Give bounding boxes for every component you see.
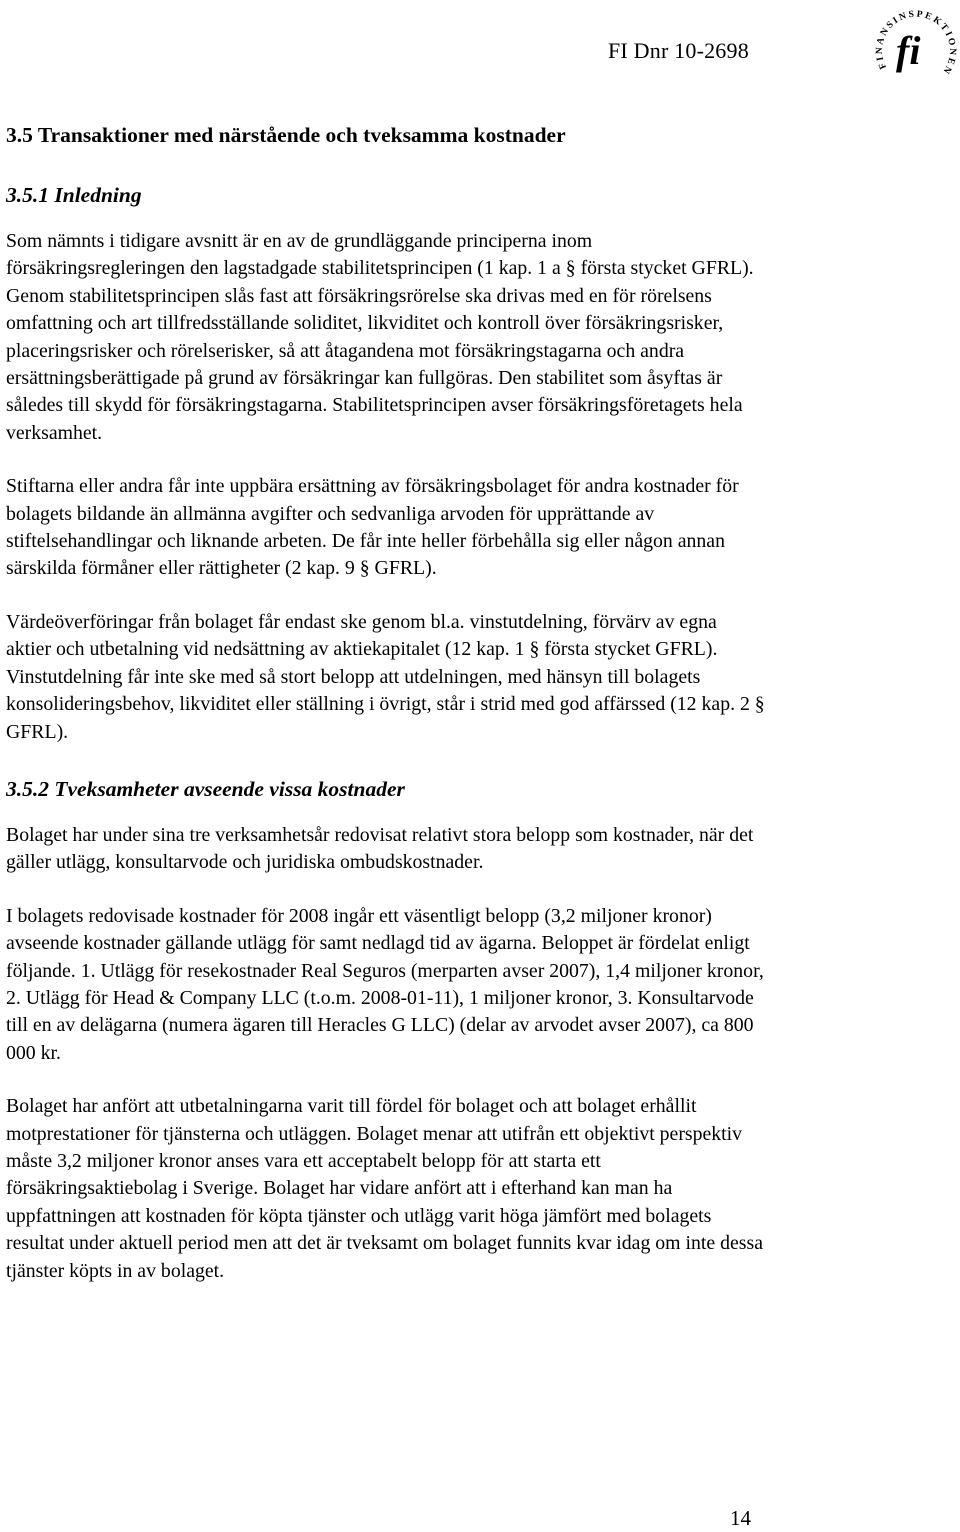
svg-text:FINANSINSPEKTIONEN: FINANSINSPEKTIONEN (874, 9, 958, 77)
section-heading-main: 3.5 Transaktioner med närstående och tveksamma kostnader (6, 123, 566, 147)
svg-text:fi: fi (896, 28, 921, 73)
paragraph: Stiftarna eller andra får inte uppbära ersättning av försäkringsbolaget för andra kostnader för bolagets bildande än allmänna avgifter och sedvanliga arvoden för upprättande av stiftelsehandlingar och liknande arbeten. De får inte heller förbehålla sig eller någon annan särskilda förmåner eller rättigheter (2 kap. 9 § GFRL). (6, 475, 739, 580)
finansinspektionen-logo (872, 0, 960, 88)
paragraph: Värdeöverföringar från bolaget får endast ske genom bl.a. vinstutdelning, förvärv av egna aktier och utbetalning vid nedsättning av aktiekapitalet (12 kap. 1 § första stycket GFRL). Vinstutdelning får inte ske med så stort belopp att utdelningen, med hänsyn till bolagets konsolideringsbehov, likviditet eller ställning i övrigt, står i strid med god affärssed (12 kap. 2 § GFRL). (6, 610, 765, 743)
paragraph: Bolaget har anfört att utbetalningarna varit till fördel för bolaget och att bolaget erhållit motprestationer för tjänsterna och utläggen. Bolaget menar att utifrån ett objektivt perspektiv måste 3,2 miljoner kronor anses vara ett acceptabelt belopp för att starta ett försäkringsaktiebolag i Sverige. Bolaget har vidare anfört att i efterhand kan man ha uppfattningen att kostnaden för köpta tjänster och utlägg varit höga jämfört med bolagets resultat under aktuell period men att det är tveksamt om bolaget funnits kvar idag om inte dessa tjänster köpts in av bolaget. (6, 1095, 763, 1282)
page-number: 14 (730, 1506, 751, 1530)
paragraph: Som nämnts i tidigare avsnitt är en av de grundläggande principerna inom försäkringsregleringen den lagstadgade stabilitetsprincipen (1 kap. 1 a § första stycket GFRL). Genom stabilitetsprincipen slås fast att försäkringsrörelse ska drivas med en för rörelsens omfattning och art tillfredsställande soliditet, likviditet och kontroll över försäkringsrisker, placeringsrisker och rörelserisker, så att åtagandena mot försäkringstagarna och andra ersättningsberättigade på grund av försäkringar kan fullgöras. Den stabilitet som åsyftas är således till skydd för försäkringstagarna. Stabilitetsprincipen avser försäkringsföretagets hela verksamhet. (6, 230, 754, 444)
document-body (6, 118, 766, 1311)
paragraph: Bolaget har under sina tre verksamhetsår redovisat relativt stora belopp som kostnader, när det gäller utlägg, konsultarvode och juridiska ombudskostnader. (6, 823, 754, 874)
section-heading-tveksamheter: 3.5.2 Tveksamheter avseende vissa kostnader (6, 776, 405, 801)
paragraph: I bolagets redovisade kostnader för 2008 ingår ett väsentligt belopp (3,2 miljoner kronor) avseende kostnader gällande utlägg för samt nedlagd tid av ägarna. Beloppet är fördelat enligt följande. 1. Utlägg för resekostnader Real Seguros (merparten avser 2007), 1,4 miljoner kronor, 2. Utlägg för Head & Company LLC (t.o.m. 2008-01-11), 1 miljoner kronor, 3. Konsultarvode till en av delägarna (numera ägaren till Heracles G LLC) (delar av arvodet avser 2007), ca 800 000 kr. (6, 904, 764, 1064)
section-heading-inledning: 3.5.1 Inledning (6, 183, 142, 207)
document-reference: FI Dnr 10-2698 (608, 38, 749, 63)
